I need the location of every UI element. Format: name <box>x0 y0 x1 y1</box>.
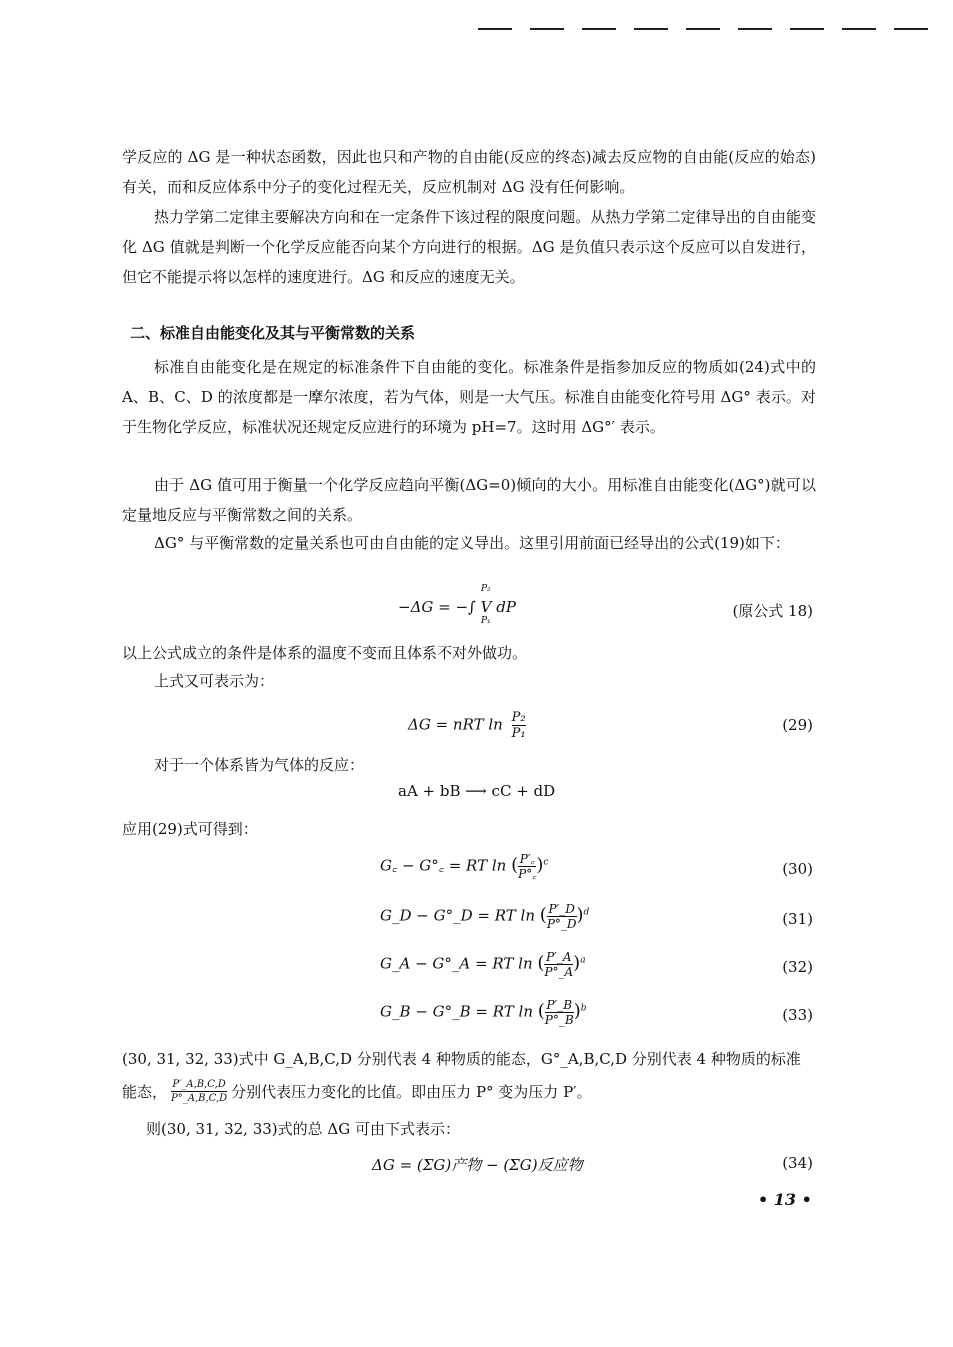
equation-30: G꜀ − G°꜀ = RT ln ( $\frac{P'꜀}{P^\circ꜀}$ )$^c$ <box>380 852 549 881</box>
paragraph-11-suffix: 分别代表压力变化的比值。即由压力 P° 变为压力 P′。 <box>231 1083 592 1101</box>
equation-32-denominator: P°_A <box>544 965 574 979</box>
paragraph-6: 以上公式成立的条件是体系的温度不变而且体系不对外做功。 <box>122 644 528 662</box>
equation-32-label: (32) <box>782 958 813 976</box>
paragraph-7: 上式又可表示为： <box>154 672 275 690</box>
equation-18 <box>398 584 516 626</box>
paragraph-11-denominator: P°_A,B,C,D <box>171 1093 228 1104</box>
equation-18-body: −ΔG = −∫ V dP <box>398 598 516 616</box>
equation-32: G_A − G°_A = RT ln ( $\frac{P'\_A}{P^\circ\_A}$ )$^a$ <box>380 950 586 979</box>
equation-34-label: (34) <box>782 1154 813 1172</box>
reaction-equation: aA + bB ⟶ cC + dD <box>398 782 556 800</box>
page-number: • 13 • <box>758 1190 812 1209</box>
equation-29-numerator: P₂ <box>511 710 526 725</box>
paragraph-8: 对于一个体系皆为气体的反应： <box>154 756 365 774</box>
equation-30-body: G꜀ − G°꜀ = RT ln <box>380 856 507 875</box>
equation-18-label: (原公式 18) <box>732 602 813 620</box>
paragraph-11-prefix: 能态， <box>122 1083 168 1101</box>
equation-29-body: ΔG = nRT ln <box>408 715 503 734</box>
paragraph-1: 学反应的 ΔG 是一种状态函数，因此也只和产物的自由能(反应的终态)减去反应物的自由能(反应的始态)有关，而和反应体系中分子的变化过程无关，反应机制对 ΔG 没有任何影响。 <box>122 148 816 196</box>
paragraph-11 <box>122 1078 592 1105</box>
equation-34: ΔG = (ΣG)产物 − (ΣG)反应物 <box>372 1156 583 1174</box>
equation-32-exponent: a <box>580 955 586 966</box>
equation-32-body: G_A − G°_A = RT ln <box>380 954 533 973</box>
paragraph-10: (30, 31, 32, 33)式中 G_A,B,C,D 分别代表 4 种物质的能态，G°_A,B,C,D 分别代表 4 种物质的标准 <box>122 1050 801 1068</box>
equation-31-exponent: d <box>583 907 590 918</box>
equation-33-numerator: P′_B <box>546 998 573 1012</box>
equation-29-denominator: P₁ <box>511 726 526 741</box>
equation-31-numerator: P′_D <box>548 902 575 916</box>
equation-32-numerator: P′_A <box>546 950 572 964</box>
equation-31-denominator: P°_D <box>546 917 577 931</box>
equation-31-label: (31) <box>782 910 813 928</box>
equation-30-denominator: P°꜀ <box>518 867 537 881</box>
paragraph-3: 标准自由能变化是在规定的标准条件下自由能的变化。标准条件是指参加反应的物质如(24)式中的 A、B、C、D 的浓度都是一摩尔浓度，若为气体，则是一大气压。标准自由能变化符号用 ΔG° 表示。对于生物化学反应，标准状况还规定反应进行的环境为 pH=7。这时用 ΔG°′ 表示。 <box>122 358 816 436</box>
equation-30-label: (30) <box>782 860 813 878</box>
equation-30-exponent: c <box>543 857 549 868</box>
equation-33: G_B − G°_B = RT ln ( $\frac{P'\_B}{P^\circ\_B}$ )$^b$ <box>380 998 587 1027</box>
equation-33-denominator: P°_B <box>544 1013 574 1027</box>
equation-31: G_D − G°_D = RT ln ( $\frac{P'\_D}{P^\circ\_D}$ )$^d$ <box>380 902 590 931</box>
paragraph-5: ΔG° 与平衡常数的定量关系也可由自由能的定义导出。这里引用前面已经导出的公式(19)如下： <box>154 534 790 552</box>
paragraph-11-numerator: P′_A,B,C,D <box>172 1079 226 1090</box>
equation-33-exponent: b <box>580 1003 587 1014</box>
equation-31-body: G_D − G°_D = RT ln <box>380 906 535 925</box>
paragraph-2: 热力学第二定律主要解决方向和在一定条件下该过程的限度问题。从热力学第二定律导出的自由能变化 ΔG 值就是判断一个化学反应能否向某个方向进行的根据。ΔG 是负值只表示这个反应可以自发进行，但它不能提示将以怎样的速度进行。ΔG 和反应的速度无关。 <box>122 208 816 286</box>
paragraph-12: 则(30, 31, 32, 33)式的总 ΔG 可由下式表示： <box>146 1120 461 1138</box>
header-rule <box>478 28 928 30</box>
equation-18-upper-limit: P₂ <box>481 584 491 594</box>
equation-33-body: G_B − G°_B = RT ln <box>380 1002 533 1021</box>
equation-29-label: (29) <box>782 716 813 734</box>
paragraph-9: 应用(29)式可得到： <box>122 820 258 838</box>
equation-29 <box>408 710 526 741</box>
equation-30-numerator: P′꜀ <box>519 852 535 866</box>
section-heading: 二、标准自由能变化及其与平衡常数的关系 <box>130 324 416 342</box>
equation-33-label: (33) <box>782 1006 813 1024</box>
paragraph-4: 由于 ΔG 值可用于衡量一个化学反应趋向平衡(ΔG=0)倾向的大小。用标准自由能变化(ΔG°)就可以定量地反应与平衡常数之间的关系。 <box>122 476 816 524</box>
equation-18-lower-limit: P₁ <box>481 616 491 626</box>
